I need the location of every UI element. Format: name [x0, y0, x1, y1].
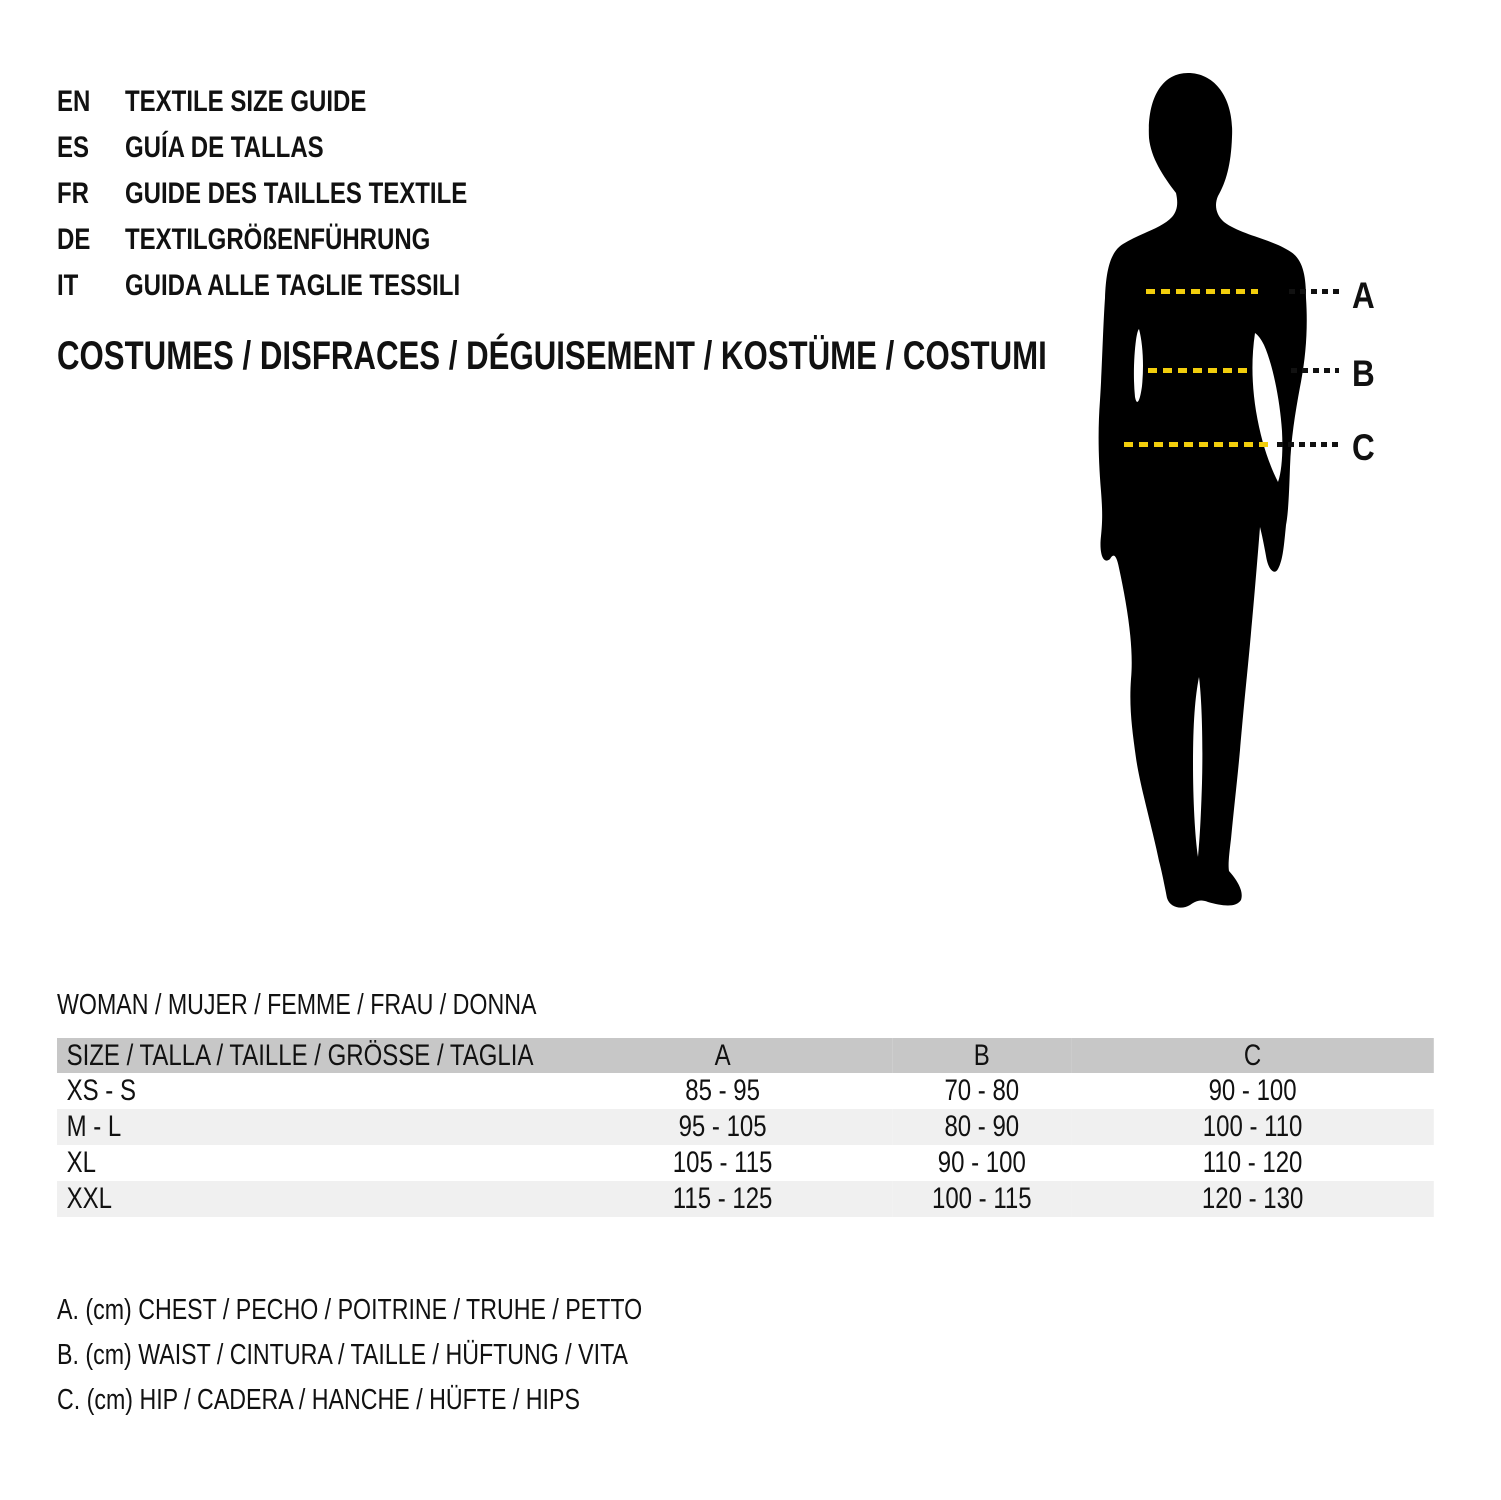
lang-title: GUIDE DES TAILLES TEXTILE [125, 177, 468, 210]
lang-code: FR [57, 177, 89, 210]
table-row-xs-s [57, 1073, 1434, 1109]
cell-size: M - L [57, 1109, 553, 1145]
size-table-header-row [57, 1038, 1434, 1073]
table-row-m-l [57, 1109, 1434, 1145]
lang-title: TEXTILE SIZE GUIDE [125, 85, 367, 118]
lang-code: IT [57, 269, 79, 302]
col-header-c: C [1071, 1038, 1433, 1073]
section-heading-woman: WOMAN / MUJER / FEMME / FRAU / DONNA [57, 989, 537, 1021]
cell-size: XXL [57, 1181, 553, 1217]
woman-silhouette [1040, 55, 1380, 935]
measure-line-c-body [1124, 442, 1268, 447]
measure-label-b: B [1352, 353, 1375, 394]
cell-b: 80 - 90 [892, 1109, 1071, 1145]
measure-line-b-leader [1291, 368, 1339, 373]
table-row-xxl [57, 1181, 1434, 1217]
cell-c: 120 - 130 [1071, 1181, 1433, 1217]
cell-c: 100 - 110 [1071, 1109, 1433, 1145]
cell-a: 105 - 115 [672, 1146, 773, 1179]
table-row-xl [57, 1145, 1434, 1181]
lang-row-en [57, 79, 467, 125]
col-header-b: B [892, 1038, 1071, 1073]
measure-line-c-leader [1277, 442, 1339, 447]
cell-b: 90 - 100 [937, 1146, 1026, 1179]
cell-a: 95 - 105 [553, 1109, 892, 1145]
legend-line-chest: A. (cm) CHEST / PECHO / POITRINE / TRUHE / PETTO [57, 1294, 643, 1326]
measure-line-b-body [1148, 368, 1252, 373]
legend-line-waist: B. (cm) WAIST / CINTURA / TAILLE / HÜFTUNG / VITA [57, 1339, 629, 1371]
lang-row-de [57, 217, 467, 263]
category-heading: COSTUMES / DISFRACES / DÉGUISEMENT / KOSTÜME / COSTUMI [57, 334, 1047, 378]
lang-title: TEXTILGRÖßENFÜHRUNG [125, 223, 431, 256]
cell-c: 90 - 100 [1208, 1074, 1297, 1107]
lang-code: DE [57, 223, 91, 256]
measure-line-a-body [1146, 289, 1258, 294]
lang-code: ES [57, 131, 90, 164]
measure-label-c: C [1352, 427, 1375, 468]
cell-a: 115 - 125 [553, 1181, 892, 1217]
cell-c: 110 - 120 [1202, 1146, 1303, 1179]
measure-line-a-leader [1289, 289, 1341, 294]
language-title-list [57, 79, 467, 309]
measurement-legend [57, 1288, 642, 1423]
cell-a: 85 - 95 [685, 1074, 760, 1107]
lang-row-es [57, 125, 467, 171]
cell-b: 100 - 115 [892, 1181, 1071, 1217]
lang-code: EN [57, 85, 91, 118]
legend-line-hip: C. (cm) HIP / CADERA / HANCHE / HÜFTE / HIPS [57, 1384, 580, 1416]
size-table-wrap [57, 1038, 1434, 1217]
col-header-size: SIZE / TALLA / TAILLE / GRÖSSE / TAGLIA [57, 1038, 553, 1073]
lang-title: GUIDA ALLE TAGLIE TESSILI [125, 269, 461, 302]
cell-size: XS - S [66, 1074, 136, 1107]
measure-label-a: A [1352, 275, 1375, 316]
lang-row-it [57, 263, 467, 309]
col-header-a: A [553, 1038, 892, 1073]
lang-title: GUÍA DE TALLAS [125, 131, 324, 164]
cell-b: 70 - 80 [944, 1074, 1020, 1107]
cell-size: XL [66, 1146, 96, 1179]
size-table [57, 1038, 1434, 1217]
lang-row-fr [57, 171, 467, 217]
